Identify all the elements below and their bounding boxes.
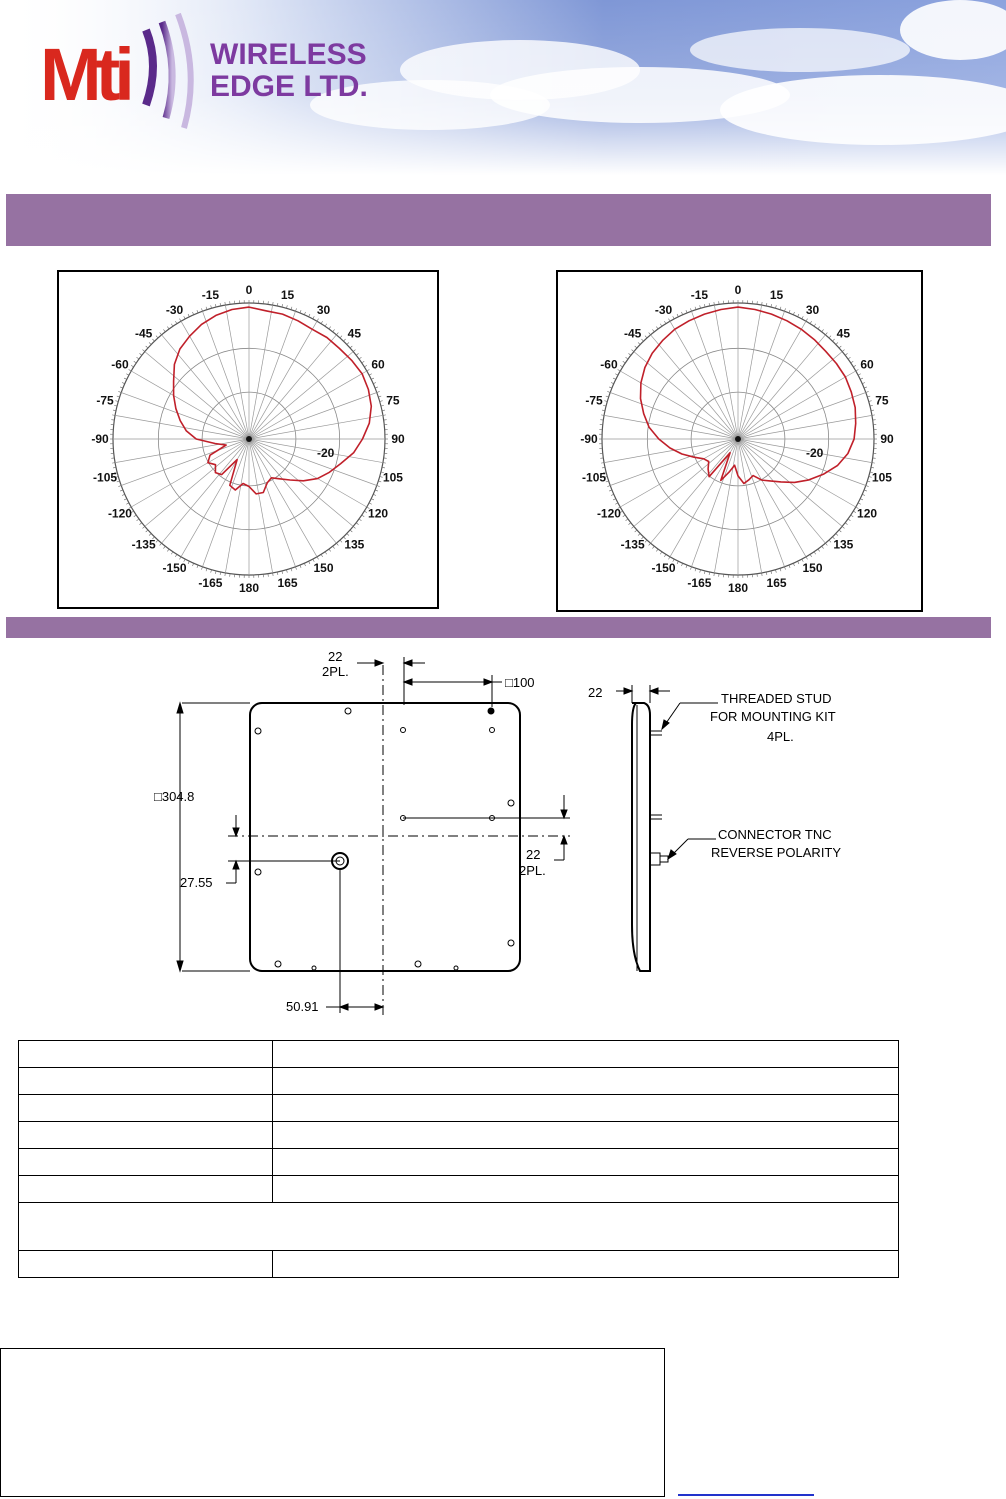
- polar-tick: [369, 503, 372, 504]
- polar-tick: [317, 557, 319, 560]
- polar-tick: [681, 563, 682, 566]
- dim-100: □100: [505, 675, 535, 690]
- polar-tick: [793, 563, 794, 566]
- polar-tick: [793, 312, 794, 315]
- polar-plot-svg-2: [558, 272, 921, 610]
- polar-tick: [134, 361, 136, 363]
- polar-tick: [700, 305, 701, 308]
- table-row: [19, 1041, 899, 1068]
- polar-tick: [122, 494, 125, 495]
- polar-tick: [613, 499, 616, 500]
- polar-tick: [649, 543, 651, 545]
- polar-tick: [851, 515, 853, 517]
- polar-tick: [124, 378, 127, 379]
- polar-angle-label: 135: [833, 537, 854, 552]
- polar-tick: [163, 329, 165, 331]
- polar-angle-label: -15: [690, 288, 709, 303]
- polar-tick: [862, 382, 865, 383]
- polar-tick: [359, 519, 361, 521]
- polar-tick: [618, 370, 621, 372]
- polar-tick: [656, 549, 658, 551]
- polar-tick: [649, 333, 651, 335]
- polar-tick: [146, 346, 148, 348]
- polar-tick: [700, 570, 701, 573]
- polar-angle-label: 120: [857, 506, 878, 521]
- polar-tick: [143, 526, 145, 528]
- polar-tick: [364, 511, 367, 513]
- antenna-side-outline: [632, 703, 650, 971]
- polar-tick: [371, 499, 374, 500]
- polar-tick: [350, 346, 352, 348]
- dim-50: 50.91: [286, 999, 319, 1014]
- polar-tick: [160, 333, 162, 335]
- polar-tick: [309, 314, 310, 317]
- polar-angle-label: 90: [880, 432, 894, 446]
- radiation-pattern-plot-1: [57, 270, 439, 609]
- table-row: [19, 1122, 899, 1149]
- polar-tick: [638, 533, 640, 535]
- polar-tick: [626, 357, 628, 359]
- polar-tick: [134, 515, 136, 517]
- polar-tick: [856, 370, 859, 372]
- radiation-pattern-plot-2: [556, 270, 923, 612]
- polar-tick: [325, 552, 327, 554]
- polar-tick: [858, 374, 861, 375]
- footer-link[interactable]: [678, 1494, 814, 1496]
- polar-tick: [848, 357, 850, 359]
- polar-tick: [869, 401, 872, 402]
- polar-tick: [340, 336, 342, 338]
- polar-angle-label: -45: [623, 326, 642, 341]
- polar-angle-label: -60: [600, 357, 618, 372]
- polar-tick: [798, 314, 799, 317]
- header-sky-banner: [0, 0, 1006, 175]
- logo-company-line2: EDGE LTD.: [210, 70, 368, 103]
- polar-tick: [131, 365, 134, 367]
- mechanical-drawing: [150, 645, 870, 1020]
- table-row: [19, 1203, 899, 1251]
- dim-27: 27.55: [180, 875, 213, 890]
- polar-tick: [343, 339, 345, 341]
- polar-angle-label: -90: [580, 432, 598, 446]
- logo-mark: Mti: [40, 33, 129, 116]
- polar-angle-label: 45: [347, 326, 362, 341]
- polar-angle-label: 15: [769, 288, 784, 303]
- polar-tick: [333, 329, 335, 331]
- polar-tick: [167, 327, 169, 329]
- polar-tick: [628, 523, 630, 525]
- polar-tick: [359, 357, 361, 359]
- polar-tick: [775, 570, 776, 573]
- polar-tick: [656, 327, 658, 329]
- polar-angle-label: 60: [860, 357, 874, 372]
- polar-tick: [304, 312, 305, 315]
- polar-tick: [149, 533, 151, 535]
- polar-tick: [371, 378, 374, 379]
- polar-tick: [775, 305, 776, 308]
- polar-angle-label: -75: [96, 393, 114, 408]
- polar-tick: [211, 305, 212, 308]
- dim-22-top: 22: [328, 649, 343, 664]
- polar-tick: [858, 503, 861, 504]
- polar-tick: [652, 329, 654, 331]
- polar-tick: [143, 350, 145, 352]
- polar-ring-label: -20: [806, 446, 824, 460]
- polar-tick: [184, 316, 185, 319]
- polar-tick: [139, 353, 141, 355]
- dim-2pl-top: 2PL.: [322, 664, 349, 679]
- polar-tick: [829, 336, 831, 338]
- polar-tick: [611, 382, 614, 383]
- polar-angle-label: -135: [131, 537, 156, 552]
- polar-tick: [163, 546, 165, 548]
- logo-company-line1: WIRELESS: [210, 38, 367, 71]
- polar-tick: [818, 327, 820, 329]
- polar-tick: [623, 361, 625, 363]
- polar-tick: [175, 321, 177, 324]
- polar-tick: [180, 557, 182, 560]
- polar-tick: [822, 329, 824, 331]
- polar-angle-label: 75: [386, 393, 400, 408]
- polar-tick: [353, 526, 355, 528]
- polar-tick: [814, 324, 816, 326]
- polar-angle-label: -60: [111, 357, 129, 372]
- polar-tick: [652, 546, 654, 548]
- polar-tick: [124, 499, 127, 500]
- polar-angle-label: 0: [734, 283, 742, 297]
- polar-tick: [171, 552, 173, 554]
- polar-ring-label: -20: [317, 446, 335, 460]
- polar-tick: [632, 350, 634, 352]
- polar-tick: [848, 519, 850, 521]
- polar-angle-label: 75: [875, 393, 889, 408]
- note-stud-line3: 4PL.: [767, 729, 794, 744]
- polar-plot-svg-1: [59, 272, 437, 607]
- polar-tick: [660, 324, 662, 326]
- polar-tick: [628, 353, 630, 355]
- polar-angle-label: 90: [391, 432, 405, 446]
- table-row: [19, 1176, 899, 1203]
- polar-angle-label: 45: [836, 326, 851, 341]
- polar-tick: [137, 357, 139, 359]
- polar-tick: [336, 543, 338, 545]
- polar-tick: [825, 333, 827, 335]
- polar-tick: [313, 316, 314, 319]
- polar-tick: [615, 374, 618, 375]
- polar-tick: [669, 557, 671, 560]
- polar-tick: [126, 374, 129, 375]
- polar-tick: [806, 557, 808, 560]
- polar-angle-label: -150: [162, 561, 187, 576]
- polar-angle-label: 15: [280, 288, 295, 303]
- polar-angle-label: -15: [201, 288, 220, 303]
- polar-center: [735, 436, 741, 442]
- polar-angle-label: 180: [238, 581, 260, 595]
- polar-tick: [175, 554, 177, 557]
- note-connector-line1: CONNECTOR TNC: [718, 827, 832, 842]
- polar-tick: [853, 511, 856, 513]
- note-stud-line2: FOR MOUNTING KIT: [710, 709, 836, 724]
- polar-tick: [615, 503, 618, 504]
- polar-angle-label: 30: [805, 302, 820, 317]
- polar-tick: [673, 316, 674, 319]
- page-header: [0, 0, 1006, 175]
- polar-tick: [160, 543, 162, 545]
- polar-tick: [645, 540, 647, 542]
- polar-tick: [839, 530, 841, 532]
- polar-angle-label: -165: [198, 575, 223, 590]
- polar-angle-label: 120: [368, 506, 389, 521]
- polar-tick: [317, 319, 319, 322]
- polar-angle-label: -120: [107, 506, 132, 521]
- polar-tick: [664, 321, 666, 324]
- polar-angle-label: 150: [802, 561, 823, 576]
- polar-tick: [146, 530, 148, 532]
- polar-tick: [139, 523, 141, 525]
- polar-tick: [635, 530, 637, 532]
- polar-tick: [321, 321, 323, 324]
- polar-tick: [669, 319, 671, 322]
- polar-tick: [845, 353, 847, 355]
- dim-22-side: 22: [588, 685, 603, 700]
- polar-tick: [851, 361, 853, 363]
- dim-2pl-right: 2PL.: [519, 863, 546, 878]
- polar-tick: [620, 365, 623, 367]
- dim-22-right: 22: [526, 847, 541, 862]
- polar-angle-label: 135: [344, 537, 365, 552]
- mechanical-drawing-svg: [150, 645, 870, 1020]
- polar-tick: [373, 382, 376, 383]
- polar-tick: [369, 374, 372, 375]
- polar-tick: [638, 342, 640, 344]
- polar-tick: [126, 503, 129, 504]
- polar-tick: [626, 519, 628, 521]
- polar-tick: [860, 378, 863, 379]
- polar-tick: [192, 563, 193, 566]
- polar-angle-label: 105: [382, 470, 403, 485]
- polar-angle-label: 30: [316, 302, 331, 317]
- polar-tick: [356, 523, 358, 525]
- polar-angle-label: 60: [371, 357, 385, 372]
- polar-tick: [836, 342, 838, 344]
- antenna-front-outline: [250, 703, 520, 971]
- polar-tick: [611, 494, 614, 495]
- polar-tick: [645, 336, 647, 338]
- polar-tick: [842, 526, 844, 528]
- polar-angle-label: 105: [871, 470, 892, 485]
- polar-tick: [362, 515, 364, 517]
- polar-tick: [309, 561, 310, 564]
- polar-tick: [211, 570, 212, 573]
- section-header-bar: [6, 194, 991, 246]
- polar-tick: [333, 546, 335, 548]
- spec-table: [18, 1040, 899, 1278]
- section-divider-bar: [6, 617, 991, 638]
- polar-tick: [604, 401, 607, 402]
- polar-tick: [825, 543, 827, 545]
- polar-angle-label: -135: [620, 537, 645, 552]
- polar-angle-label: -150: [651, 561, 676, 576]
- polar-tick: [798, 561, 799, 564]
- polar-tick: [156, 336, 158, 338]
- polar-tick: [836, 533, 838, 535]
- polar-tick: [677, 314, 678, 317]
- polar-angle-label: -45: [134, 326, 153, 341]
- table-row: [19, 1149, 899, 1176]
- polar-tick: [613, 378, 616, 379]
- polar-angle-label: 165: [766, 575, 787, 590]
- polar-tick: [660, 552, 662, 554]
- polar-tick: [822, 546, 824, 548]
- note-stud-line1: THREADED STUD: [721, 691, 832, 706]
- polar-tick: [350, 530, 352, 532]
- polar-tick: [641, 339, 643, 341]
- polar-tick: [336, 333, 338, 335]
- polar-tick: [860, 499, 863, 500]
- polar-tick: [832, 339, 834, 341]
- polar-tick: [149, 342, 151, 344]
- polar-center: [246, 436, 252, 442]
- table-row: [19, 1068, 899, 1095]
- notes-box: [0, 1348, 665, 1497]
- polar-tick: [353, 350, 355, 352]
- polar-tick: [129, 370, 132, 372]
- polar-tick: [156, 540, 158, 542]
- polar-tick: [373, 494, 376, 495]
- polar-tick: [853, 365, 856, 367]
- polar-tick: [115, 401, 118, 402]
- polar-tick: [192, 312, 193, 315]
- polar-angle-label: -105: [582, 470, 607, 485]
- polar-tick: [677, 561, 678, 564]
- table-row: [19, 1251, 899, 1278]
- polar-tick: [286, 305, 287, 308]
- polar-tick: [347, 533, 349, 535]
- polar-tick: [632, 526, 634, 528]
- polar-angle-label: -120: [596, 506, 621, 521]
- polar-tick: [802, 316, 803, 319]
- polar-tick: [347, 342, 349, 344]
- polar-tick: [806, 319, 808, 322]
- polar-angle-label: 180: [727, 581, 749, 595]
- polar-tick: [635, 346, 637, 348]
- polar-angle-label: -30: [165, 302, 184, 317]
- polar-angle-label: 0: [245, 283, 253, 297]
- polar-tick: [329, 549, 331, 551]
- polar-angle-label: -30: [654, 302, 673, 317]
- polar-tick: [664, 554, 666, 557]
- polar-angle-label: -75: [585, 393, 603, 408]
- polar-tick: [839, 346, 841, 348]
- polar-tick: [171, 324, 173, 326]
- note-connector-line2: REVERSE POLARITY: [711, 845, 842, 860]
- polar-tick: [356, 353, 358, 355]
- polar-tick: [364, 365, 367, 367]
- polar-tick: [362, 361, 364, 363]
- polar-tick: [810, 321, 812, 324]
- polar-tick: [122, 382, 125, 383]
- polar-tick: [845, 523, 847, 525]
- polar-tick: [862, 494, 865, 495]
- polar-angle-label: 150: [313, 561, 334, 576]
- polar-tick: [321, 554, 323, 557]
- polar-tick: [325, 324, 327, 326]
- polar-tick: [137, 519, 139, 521]
- polar-tick: [829, 540, 831, 542]
- polar-tick: [810, 554, 812, 557]
- polar-tick: [180, 319, 182, 322]
- polar-angle-label: -165: [687, 575, 712, 590]
- polar-angle-label: -105: [93, 470, 118, 485]
- polar-tick: [818, 549, 820, 551]
- polar-tick: [188, 314, 189, 317]
- polar-tick: [814, 552, 816, 554]
- table-row: [19, 1095, 899, 1122]
- polar-tick: [623, 515, 625, 517]
- polar-tick: [367, 370, 370, 372]
- polar-tick: [304, 563, 305, 566]
- polar-tick: [380, 401, 383, 402]
- dim-304: □304.8: [154, 789, 195, 804]
- polar-tick: [681, 312, 682, 315]
- polar-tick: [167, 549, 169, 551]
- polar-tick: [340, 540, 342, 542]
- polar-angle-label: -90: [91, 432, 109, 446]
- polar-angle-label: 165: [277, 575, 298, 590]
- polar-tick: [286, 570, 287, 573]
- polar-tick: [842, 350, 844, 352]
- polar-tick: [188, 561, 189, 564]
- polar-tick: [152, 339, 154, 341]
- polar-tick: [329, 327, 331, 329]
